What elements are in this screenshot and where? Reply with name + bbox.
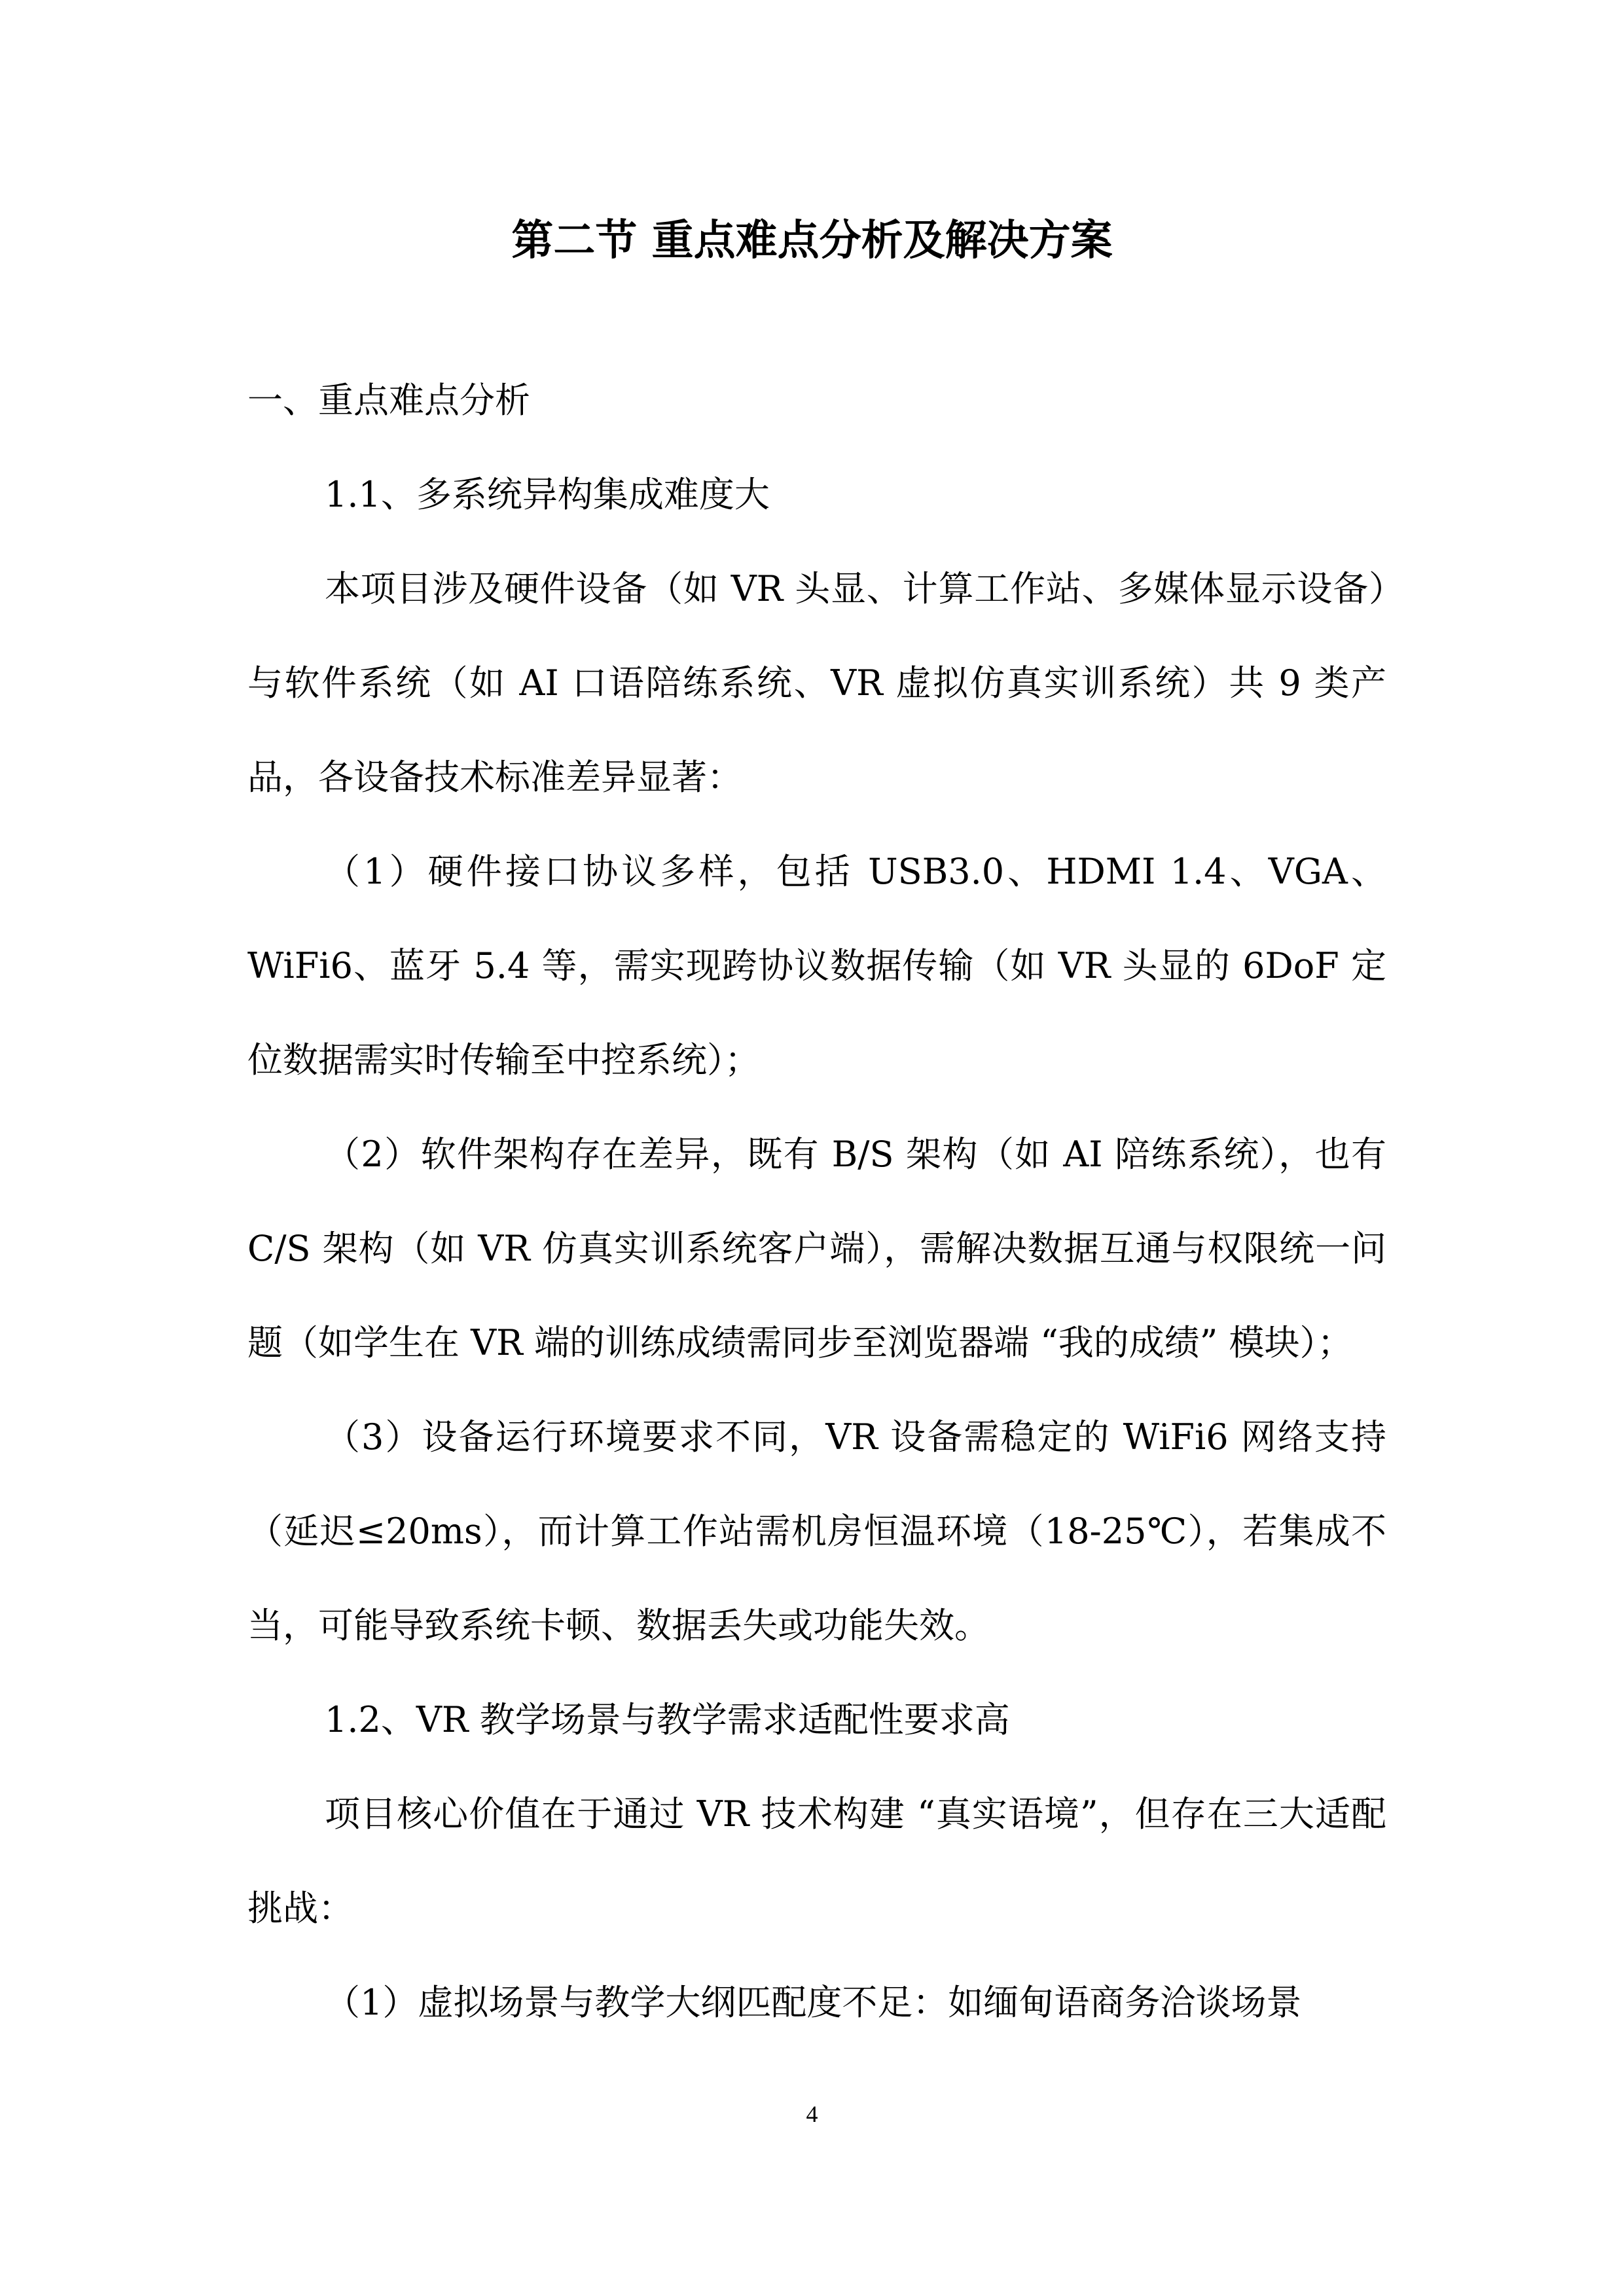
paragraph-item-3: （3）设备运行环境要求不同，VR 设备需稳定的 WiFi6 网络支持（延迟≤20ms），而计算工作站需机房恒温环境（18-25℃），若集成不当，可能导致系统卡顿、数据丢失或功能失效。	[247, 1416, 1386, 1646]
paragraph-intro: 本项目涉及硬件设备（如 VR 头显、计算工作站、多媒体显示设备）与软件系统（如 AI 口语陪练系统、VR 虚拟仿真实训系统）共 9 类产品，各设备技术标准差异显著：	[247, 568, 1386, 798]
subheading-1-2: 1.2、VR 教学场景与教学需求适配性要求高	[325, 1699, 1010, 1740]
subheading-1-1: 1.1、多系统异构集成难度大	[325, 474, 770, 515]
body-text	[247, 353, 1386, 2050]
paragraph-core-value: 项目核心价值在于通过 VR 技术构建 “真实语境”，但存在三大适配挑战：	[247, 1793, 1386, 1929]
paragraph-item-2: （2）软件架构存在差异，既有 B/S 架构（如 AI 陪练系统），也有 C/S 架构（如 VR 仿真实训系统客户端），需解决数据互通与权限统一问题（如学生在 VR 端的训练成绩需同步至浏览器端 “我的成绩” 模块）；	[247, 1134, 1386, 1363]
page-number: 4	[806, 2101, 818, 2127]
paragraph-challenge-1: （1）虚拟场景与教学大纲匹配度不足：如缅甸语商务洽谈场景	[325, 1982, 1302, 2023]
section-title: 第二节 重点难点分析及解决方案	[511, 217, 1113, 265]
heading-level-1: 一、重点难点分析	[247, 380, 530, 421]
paragraph-item-1: （1）硬件接口协议多样，包括 USB3.0、HDMI 1.4、VGA、WiFi6、蓝牙 5.4 等，需实现跨协议数据传输（如 VR 头显的 6DoF 定位数据需实时传输至中控系统）；	[247, 851, 1386, 1081]
